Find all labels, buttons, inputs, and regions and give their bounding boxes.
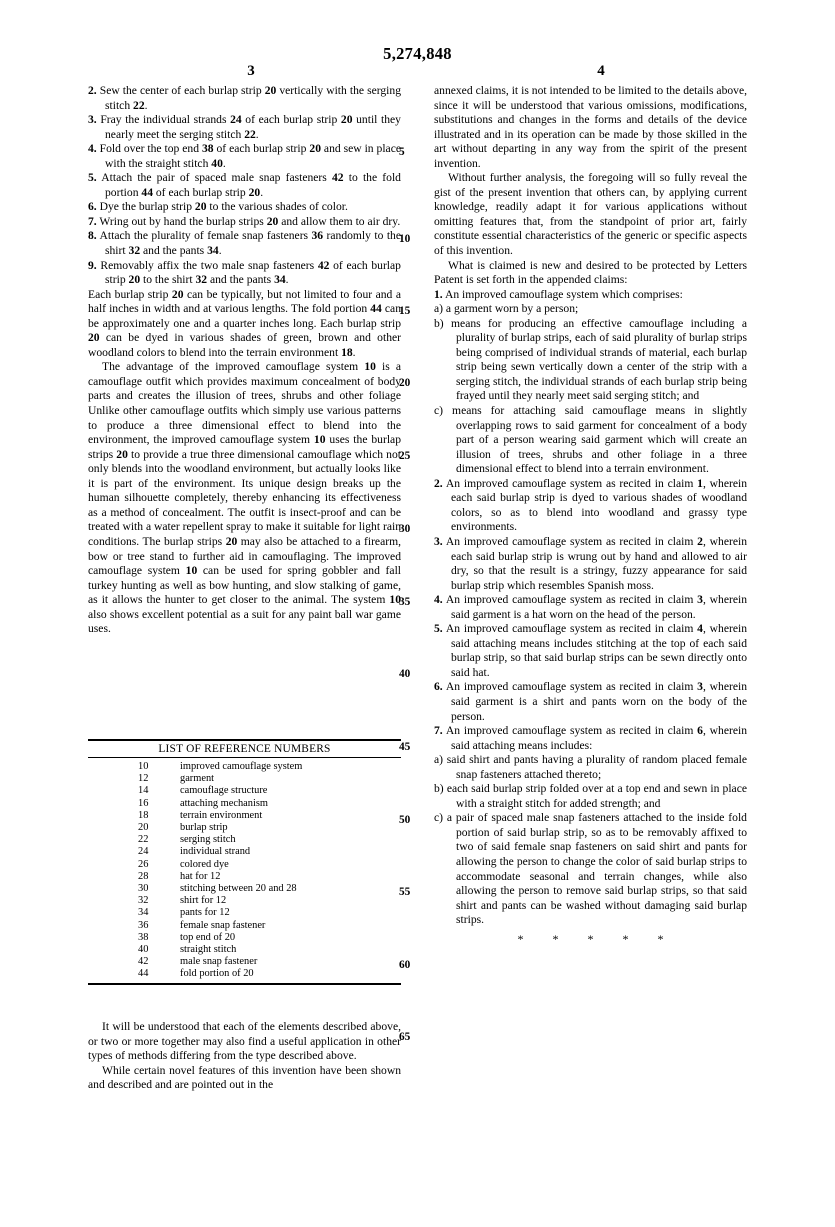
ref-number: 16 bbox=[138, 797, 149, 809]
table-row bbox=[88, 859, 401, 871]
ref-number: 12 bbox=[138, 773, 149, 785]
step-lead: 7. bbox=[88, 214, 97, 228]
claim-lead: 6. bbox=[434, 680, 443, 694]
ref-number: 36 bbox=[138, 919, 149, 931]
ref-label: individual strand bbox=[180, 846, 251, 858]
ref-label: female snap fastener bbox=[180, 919, 266, 931]
step-text: Wring out by hand the burlap strips 20 and allow them to air dry. bbox=[99, 214, 401, 228]
claim-text: a garment worn by a person; bbox=[445, 302, 579, 316]
table-row bbox=[88, 810, 401, 822]
claim-text: means for attaching said camouflage means in slightly overlapping rows to said garment for concealment of a body part of a person wearing said garment which will create an illusion of trees, shrubs and other foliage in a three dimensional effect to blend into a terrain environment. bbox=[452, 404, 747, 476]
claim-lead: b) bbox=[434, 316, 444, 330]
table-row bbox=[88, 822, 401, 834]
line-number: 50 bbox=[399, 814, 411, 826]
table-row bbox=[88, 920, 401, 932]
claim-item bbox=[434, 811, 747, 927]
claim-lead: c) bbox=[434, 404, 444, 418]
claim-item bbox=[434, 535, 747, 593]
claim-lead: 1. bbox=[434, 287, 443, 301]
line-number: 55 bbox=[399, 886, 411, 898]
ref-number: 24 bbox=[138, 846, 149, 858]
paragraph: What is claimed is new and desired to be protected by Letters Patent is set forth in the appended claims: bbox=[434, 258, 747, 287]
table-row bbox=[88, 895, 401, 907]
list-item bbox=[88, 229, 401, 258]
line-number: 30 bbox=[399, 523, 411, 535]
ref-number: 38 bbox=[138, 931, 149, 943]
ref-label: camouflage structure bbox=[180, 785, 268, 797]
table-row bbox=[88, 846, 401, 858]
claim-lead: 2. bbox=[434, 476, 443, 490]
claim-lead: a) bbox=[434, 302, 444, 316]
left-column bbox=[88, 84, 401, 637]
claims-list bbox=[434, 288, 747, 928]
claim-text: An improved camouflage system as recited in claim 4, wherein said attaching means includes stitching at the top of each said burlap strip, so that said burlap strips can be sewn directly onto said hat. bbox=[445, 622, 747, 679]
ref-label: hat for 12 bbox=[180, 870, 221, 882]
paragraph: It will be understood that each of the elements described above, or two or more together may also find a useful application in other types of methods differing from the type described above. bbox=[88, 1020, 401, 1063]
claim-lead: c) bbox=[434, 811, 444, 825]
line-number: 60 bbox=[399, 959, 411, 971]
list-item bbox=[88, 215, 401, 230]
table-body bbox=[88, 758, 401, 983]
list-item bbox=[88, 259, 401, 288]
paragraph: While certain novel features of this invention have been shown and described and are pointed out in the bbox=[88, 1063, 401, 1092]
step-text: Removably affix the two male snap fasteners 42 of each burlap strip 20 to the shirt 32 and the pants 34. bbox=[100, 258, 401, 287]
ref-label: fold portion of 20 bbox=[180, 968, 254, 980]
ref-number: 26 bbox=[138, 858, 149, 870]
table-row bbox=[88, 944, 401, 956]
claim-item bbox=[434, 317, 747, 404]
claim-lead: 3. bbox=[434, 534, 443, 548]
claim-lead: 7. bbox=[434, 724, 443, 738]
table-row bbox=[88, 883, 401, 895]
step-lead: 3. bbox=[88, 113, 97, 127]
table-bottom-rule bbox=[88, 983, 401, 985]
ref-number: 40 bbox=[138, 944, 149, 956]
paragraph: Each burlap strip 20 can be typically, but not limited to four and a half inches in width and at various lengths. The fold portion 44 can be approximately one and a quarter inches long. Each burlap strip 20 can be dyed in various shades of green, brown and other woodland colors to blend into the terrain environment 18. bbox=[88, 287, 401, 359]
claim-item bbox=[434, 288, 747, 303]
ref-number: 14 bbox=[138, 785, 149, 797]
ref-label: top end of 20 bbox=[180, 931, 236, 943]
list-item bbox=[88, 113, 401, 142]
step-text: Fold over the top end 38 of each burlap strip 20 and sew in place with the straight stitch 40. bbox=[99, 142, 401, 170]
table-row bbox=[88, 956, 401, 968]
line-number: 10 bbox=[399, 233, 411, 245]
step-lead: 4. bbox=[88, 142, 97, 156]
claim-lead: 5. bbox=[434, 622, 443, 636]
table-row bbox=[88, 932, 401, 944]
line-number: 5 bbox=[399, 146, 405, 158]
left-column-tail bbox=[88, 1020, 401, 1093]
ref-label: male snap fastener bbox=[180, 956, 258, 968]
ref-label: pants for 12 bbox=[180, 907, 230, 919]
ref-number: 44 bbox=[138, 968, 149, 980]
ref-label: burlap strip bbox=[180, 822, 228, 834]
table-row bbox=[88, 907, 401, 919]
paragraph: Without further analysis, the foregoing will so fully reveal the gist of the present invention that others can, by applying current knowledge, readily adapt it for various applications without omitting features that, from the standpoint of prior art, fairly constitute essential characteristics of the generic or specific aspects of this invention. bbox=[434, 171, 747, 258]
claim-lead: b) bbox=[434, 782, 444, 796]
claim-text: each said burlap strip folded over at a top end and sewn in place with a straight stitch for added strength; and bbox=[446, 782, 747, 810]
claim-item bbox=[434, 753, 747, 782]
ref-label: shirt for 12 bbox=[180, 895, 227, 907]
claim-item bbox=[434, 593, 747, 622]
line-number: 40 bbox=[399, 668, 411, 680]
line-number: 20 bbox=[399, 377, 411, 389]
step-text: Dye the burlap strip 20 to the various shades of color. bbox=[99, 200, 348, 214]
step-lead: 6. bbox=[88, 200, 97, 214]
step-lead: 5. bbox=[88, 171, 97, 185]
reference-numbers-table bbox=[88, 739, 401, 985]
line-number: 25 bbox=[399, 450, 411, 462]
ref-label: serging stitch bbox=[180, 834, 236, 846]
paragraph: annexed claims, it is not intended to be limited to the details above, since it will be understood that various omissions, modifications, substitutions and changes in the forms and details of the device illustrated and in its operation can be made by those skilled in the art without departing in any way from the spirit of the present invention. bbox=[434, 84, 747, 170]
table-title: LIST OF REFERENCE NUMBERS bbox=[158, 743, 331, 755]
table-row bbox=[88, 773, 401, 785]
claim-text: An improved camouflage system as recited in claim 2, wherein each said burlap strip is wrung out by hand and allowed to air dry, so that the result is a stringy, fuzzy appearance for said burlap strip which resembles Spanish moss. bbox=[445, 534, 747, 592]
claim-text: An improved camouflage system as recited in claim 1, wherein each said burlap strip is dyed to various shades of woodland colors, so as to blend into woodland and grassy type environments. bbox=[445, 476, 747, 534]
table-row bbox=[88, 761, 401, 773]
claim-item bbox=[434, 477, 747, 535]
claim-text: An improved camouflage system as recited in claim 3, wherein said garment is a shirt and pants worn on the body of the person. bbox=[445, 680, 747, 723]
table-row bbox=[88, 871, 401, 883]
ref-number: 20 bbox=[138, 822, 149, 834]
claim-text: An improved camouflage system as recited in claim 3, wherein said garment is a hat worn on the head of the person. bbox=[445, 593, 747, 621]
claim-item bbox=[434, 724, 747, 753]
ref-label: improved camouflage system bbox=[180, 761, 303, 772]
claim-text: An improved camouflage system which comprises: bbox=[444, 287, 683, 301]
ref-number: 32 bbox=[138, 895, 149, 907]
claim-item bbox=[434, 622, 747, 680]
claim-lead: 4. bbox=[434, 593, 443, 607]
ref-label: stitching between 20 and 28 bbox=[180, 883, 297, 895]
star-separator: * * * * * bbox=[517, 931, 677, 946]
ref-number: 10 bbox=[138, 761, 149, 772]
step-text: Attach the plurality of female snap fasteners 36 randomly to the shirt 32 and the pants 34. bbox=[99, 229, 401, 258]
claim-text: said shirt and pants having a plurality of random placed female snap fasteners attached thereto; bbox=[446, 753, 747, 781]
list-item bbox=[88, 84, 401, 113]
right-column bbox=[434, 84, 747, 946]
step-text: Attach the pair of spaced male snap fasteners 42 to the fold portion 44 of each burlap strip 20. bbox=[101, 171, 401, 199]
claim-item bbox=[434, 782, 747, 811]
ref-number: 28 bbox=[138, 870, 149, 882]
claim-item bbox=[434, 680, 747, 724]
list-item bbox=[88, 200, 401, 215]
ref-number: 34 bbox=[138, 907, 149, 919]
ref-number: 42 bbox=[138, 956, 149, 968]
claim-text: a pair of spaced male snap fasteners attached to the inside fold portion of said burlap strip, so as to be removably affixed to two of said female snap fasteners on said shirt and pants for allowing the person to change the color of said burlap strips to accommodate seasonal and terrain changes, while also allowing the person to remove said burlap strips, so that said shirt and pants can be washed without damaging said burlap strips. bbox=[446, 811, 747, 927]
ref-number: 22 bbox=[138, 834, 149, 846]
ref-label: terrain environment bbox=[180, 809, 263, 821]
claim-text: An improved camouflage system as recited in claim 6, wherein said attaching means includes: bbox=[445, 724, 747, 752]
step-text: Sew the center of each burlap strip 20 vertically with the serging stitch 22. bbox=[99, 84, 401, 112]
step-lead: 8. bbox=[88, 229, 97, 243]
ref-number: 30 bbox=[138, 883, 149, 895]
claim-item bbox=[434, 404, 747, 477]
line-number: 65 bbox=[399, 1031, 411, 1043]
claim-lead: a) bbox=[434, 753, 444, 767]
paragraph: The advantage of the improved camouflage system 10 is a camouflage outfit which provides maximum concealment of body parts and creates the illusion of trees, shrubs and other foliage Unlike other camouflage outfits which simply use various patterns to produce a three dimensional effect to blend into the environment, the improved camouflage system 10 uses the burlap strips 20 to provide a true three dimensional camouflage which not only blends into the woodland environment, but actually looks like it is part of the environment. Its unique design breaks up the human silhouette completely, thereby enhancing its effectiveness as a method of concealment. The outfit is insect-proof and can be treated with a water repellent spray to make it suitable for light rain conditions. The burlap strips 20 may also be attached to a firearm, bow or tree stand to further aid in camouflaging. The improved camouflage system 10 can be used for spring gobbler and fall turkey hunting as well as bow hunting, and slow stalking of game, as it allows the hunter to get closer to the animal. The system 10 also shows excellent potential as a suit for any paint ball war game uses. bbox=[88, 360, 402, 636]
table-row bbox=[88, 798, 401, 810]
patent-number: 5,274,848 bbox=[383, 44, 452, 63]
table-row bbox=[88, 785, 401, 797]
ref-number: 18 bbox=[138, 809, 149, 821]
list-item bbox=[88, 142, 401, 171]
step-text: Fray the individual strands 24 of each burlap strip 20 until they nearly meet the serging stitch 22. bbox=[100, 113, 401, 141]
column-number-left: 3 bbox=[247, 63, 255, 79]
line-number: 35 bbox=[399, 596, 411, 608]
list-item bbox=[88, 171, 401, 200]
claim-item bbox=[434, 302, 747, 317]
column-number-right: 4 bbox=[597, 63, 605, 79]
ref-label: garment bbox=[180, 773, 215, 785]
ref-label: straight stitch bbox=[180, 944, 237, 956]
table-row bbox=[88, 834, 401, 846]
table-row bbox=[88, 968, 401, 980]
step-lead: 2. bbox=[88, 84, 97, 97]
ref-label: attaching mechanism bbox=[180, 797, 269, 809]
method-steps-list bbox=[88, 84, 401, 288]
ref-label: colored dye bbox=[180, 858, 229, 870]
claim-text: means for producing an effective camouflage including a plurality of burlap strips, each of said plurality of burlap strips being comprised of individual strands of material, each burlap strip being sewn vertically down a center of the strip with a serging stitch, the individual strands of each burlap strip being frayed until they nearly meet said serging stitch; and bbox=[451, 316, 747, 403]
step-lead: 9. bbox=[88, 258, 97, 272]
line-number: 15 bbox=[399, 305, 411, 317]
line-number: 45 bbox=[399, 741, 411, 753]
